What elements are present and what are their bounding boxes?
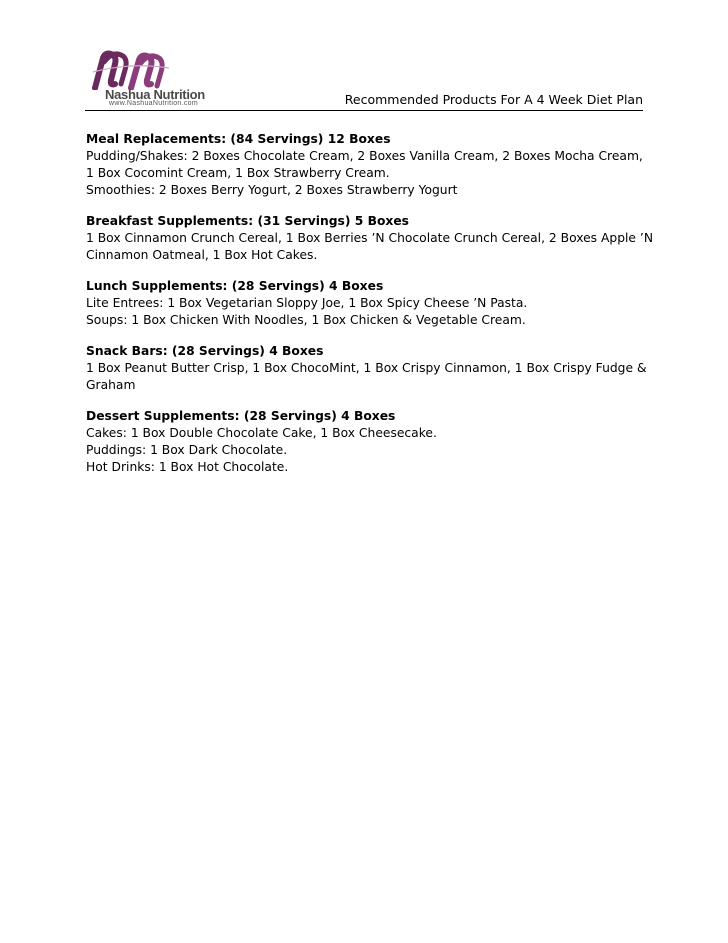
section-line: Graham (86, 378, 136, 392)
section-heading: Meal Replacements: (84 Servings) 12 Boxes (86, 132, 391, 146)
section-line: Cinnamon Oatmeal, 1 Box Hot Cakes. (86, 248, 318, 262)
section-snack-bars (86, 343, 646, 394)
section-line: Cakes: 1 Box Double Chocolate Cake, 1 Box Cheesecake. (86, 426, 437, 440)
nashua-nutrition-logo (85, 44, 220, 108)
section-breakfast-supplements (86, 213, 654, 264)
section-heading: Breakfast Supplements: (31 Servings) 5 Boxes (86, 214, 409, 228)
section-line: Smoothies: 2 Boxes Berry Yogurt, 2 Boxes Strawberry Yogurt (86, 183, 458, 197)
page-header (85, 44, 643, 112)
document-title: Recommended Products For A 4 Week Diet Plan (344, 92, 643, 107)
section-heading: Dessert Supplements: (28 Servings) 4 Boxes (86, 409, 396, 423)
section-line: Hot Drinks: 1 Box Hot Chocolate. (86, 460, 289, 474)
section-dessert-supplements (86, 408, 646, 476)
section-line: Pudding/Shakes: 2 Boxes Chocolate Cream, 2 Boxes Vanilla Cream, 2 Boxes Mocha Cream, (86, 149, 643, 163)
logo-brand-name: Nashua Nutrition (105, 87, 205, 102)
document-body (86, 131, 654, 490)
section-line: 1 Box Cinnamon Crunch Cereal, 1 Box Berries ’N Chocolate Crunch Cereal, 2 Boxes Apple ’N (86, 231, 654, 245)
section-line: Lite Entrees: 1 Box Vegetarian Sloppy Joe, 1 Box Spicy Cheese ’N Pasta. (86, 296, 528, 310)
section-meal-replacements (86, 131, 646, 199)
header-divider (85, 110, 643, 111)
section-line: Soups: 1 Box Chicken With Noodles, 1 Box Chicken & Vegetable Cream. (86, 313, 526, 327)
nn-monogram-icon (91, 48, 171, 90)
section-heading: Lunch Supplements: (28 Servings) 4 Boxes (86, 279, 384, 293)
section-line: Puddings: 1 Box Dark Chocolate. (86, 443, 288, 457)
logo-website-url: www.NashuaNutrition.com (109, 100, 198, 107)
section-lunch-supplements (86, 278, 646, 329)
section-heading: Snack Bars: (28 Servings) 4 Boxes (86, 344, 324, 358)
section-line: 1 Box Peanut Butter Crisp, 1 Box ChocoMint, 1 Box Crispy Cinnamon, 1 Box Crispy Fudge & (86, 361, 647, 375)
section-line: 1 Box Cocomint Cream, 1 Box Strawberry Cream. (86, 166, 390, 180)
